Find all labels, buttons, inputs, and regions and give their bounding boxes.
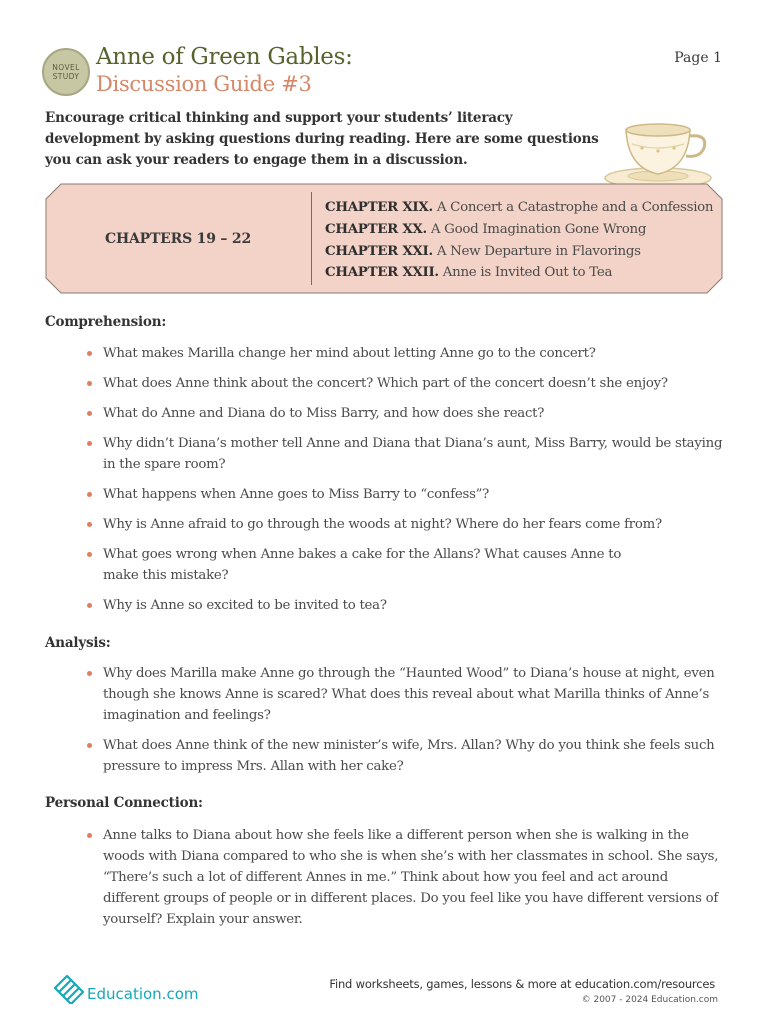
analysis-heading: Analysis: — [45, 635, 111, 651]
chapter-divider — [311, 192, 312, 285]
chapter-title: A Concert a Catastrophe and a Confession — [436, 200, 714, 215]
page-number: Page 1 — [674, 50, 722, 66]
question-item: Why didn’t Diana’s mother tell Anne and Diana that Diana’s aunt, Miss Barry, would be staying in the spare room? — [86, 433, 726, 475]
chapter-list — [325, 197, 713, 284]
chapter-number: CHAPTER XXII. — [325, 264, 439, 281]
badge-line-2: STUDY — [52, 72, 80, 81]
question-item: Why is Anne afraid to go through the woods at night? Where do her fears come from? — [86, 514, 726, 535]
novel-study-badge — [42, 48, 90, 96]
footer-copyright: © 2007 - 2024 Education.com — [581, 995, 718, 1005]
question-item: What does Anne think of the new minister’s wife, Mrs. Allan? Why do you think she feels such pressure to impress Mrs. Allan with her cake? — [86, 735, 726, 777]
chapter-item — [325, 219, 713, 241]
comprehension-heading: Comprehension: — [45, 314, 167, 330]
chapter-number: CHAPTER XXI. — [325, 242, 433, 259]
question-item: Why does Marilla make Anne go through the “Haunted Wood” to Diana’s house at night, even though she knows Anne is scared? What does this reveal about what Marilla thinks of Anne’s imagination and feelings? — [86, 663, 726, 726]
chapter-item — [325, 262, 713, 284]
question-item: What happens when Anne goes to Miss Barry to “confess”? — [86, 484, 726, 505]
chapter-number: CHAPTER XIX. — [325, 199, 433, 215]
analysis-questions — [86, 663, 726, 786]
footer-tagline: Find worksheets, games, lessons & more at education.com/resources — [329, 977, 715, 991]
chapter-range: CHAPTERS 19 – 22 — [105, 230, 251, 247]
question-item: What goes wrong when Anne bakes a cake for the Allans? What causes Anne to make this mistake? — [86, 544, 726, 586]
intro-paragraph: Encourage critical thinking and support your students’ literacy development by asking questions during reading. Here are some questions you can ask your readers to engage them in a discussion. — [45, 110, 599, 168]
question-item: Why is Anne so excited to be invited to tea? — [86, 595, 726, 616]
education-logo-icon — [52, 970, 84, 1004]
personal-connection-questions — [86, 825, 726, 939]
chapter-title: Anne is Invited Out to Tea — [442, 265, 613, 281]
personal-connection-heading: Personal Connection: — [45, 795, 203, 811]
chapter-box — [45, 183, 723, 294]
question-item: What does Anne think about the concert? Which part of the concert doesn’t she enjoy? — [86, 373, 726, 394]
education-logo-text: Education.com — [87, 985, 199, 1003]
chapter-title: A New Departure in Flavorings — [436, 243, 641, 259]
education-logo[interactable] — [52, 970, 198, 1004]
page-subtitle: Discussion Guide #3 — [96, 72, 312, 96]
question-item: What makes Marilla change her mind about letting Anne go to the concert? — [86, 343, 726, 364]
teacup-icon — [602, 118, 714, 190]
question-item: Anne talks to Diana about how she feels like a different person when she is walking in the woods with Diana compared to who she is when she’s with her classmates in school. She says, “There’s such a lot of different Annes in me.” Think about how you feel and act around different groups of people or in different places. Do you feel like you have different versions of yourself? Explain your answer. — [86, 825, 726, 930]
badge-line-1: NOVEL — [52, 63, 80, 72]
page-title: Anne of Green Gables: — [96, 44, 353, 70]
chapter-number: CHAPTER XX. — [325, 220, 427, 237]
chapter-title: A Good Imagination Gone Wrong — [430, 221, 647, 237]
chapter-item — [325, 241, 713, 263]
chapter-item — [325, 197, 713, 219]
comprehension-questions — [86, 343, 726, 625]
question-item: What do Anne and Diana do to Miss Barry, and how does she react? — [86, 403, 726, 424]
